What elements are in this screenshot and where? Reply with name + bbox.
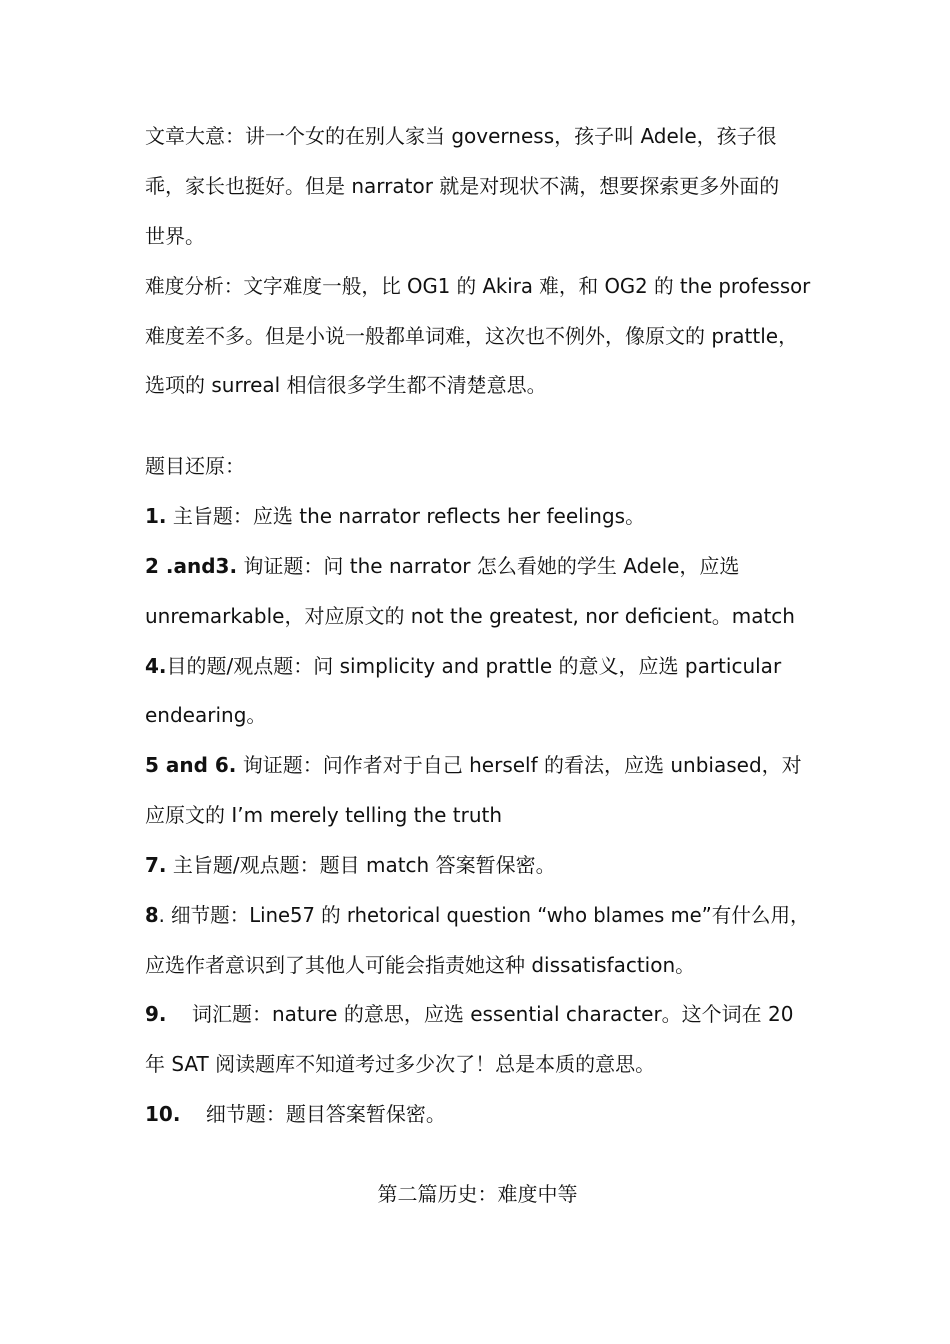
question-text: 询证题：问 the narrator 怎么看她的学生 Adele，应选 [237, 554, 740, 578]
question-item-continuation [145, 701, 266, 729]
question-number: 4. [145, 654, 167, 678]
summary-line-3: 世界。 [145, 224, 205, 248]
summary-line-1: 文章大意：讲一个女的在别人家当 governess，孩子叫 Adele，孩子很 [145, 124, 777, 148]
question-number: 2 .and3. [145, 554, 238, 578]
question-text: 应原文的 I’m merely telling the truth [145, 803, 503, 827]
question-number: 7. [145, 853, 167, 877]
question-text: 询证题：问作者对于自己 herself 的看法，应选 unbiased，对 [236, 753, 802, 777]
question-text: 应选作者意识到了其他人可能会指责她这种 dissatisfaction。 [145, 953, 696, 977]
question-item-continuation [145, 602, 795, 630]
question-text: 目的题/观点题：问 simplicity and prattle 的意义，应选 particular [166, 654, 782, 678]
question-number: 9. [145, 1002, 167, 1026]
summary-line-2: 乖，家长也挺好。但是 narrator 就是对现状不满，想要探索更多外面的 [145, 174, 780, 198]
question-number: 5 and 6. [145, 753, 237, 777]
question-item [145, 851, 556, 879]
question-text: 细节题：题目答案暂保密。 [180, 1102, 446, 1126]
question-text: . 细节题：Line57 的 rhetorical question “who blames me”有什么用， [158, 903, 810, 927]
question-text: endearing。 [145, 703, 267, 727]
questions-heading: 题目还原： [145, 454, 245, 478]
question-text: 词汇题：nature 的意思，应选 essential character。这个词在 20 [166, 1002, 794, 1026]
question-item [145, 652, 781, 680]
question-item [145, 751, 802, 779]
question-text: unremarkable，对应原文的 not the greatest, nor deficient。match [145, 604, 795, 628]
question-number: 8 [145, 903, 159, 927]
question-text: 主旨题：应选 the narrator reflects her feelings。 [166, 504, 646, 528]
section-title: 第二篇历史：难度中等 [377, 1182, 578, 1206]
difficulty-line-2: 难度差不多。但是小说一般都单词难，这次也不例外，像原文的 prattle， [145, 324, 799, 348]
question-item [145, 1000, 793, 1028]
question-number: 1. [145, 504, 167, 528]
difficulty-line-1: 难度分析：文字难度一般，比 OG1 的 Akira 难，和 OG2 的 the professor [145, 274, 811, 298]
question-number: 10. [145, 1102, 181, 1126]
question-item [145, 901, 810, 929]
question-text: 年 SAT 阅读题库不知道考过多少次了！总是本质的意思。 [145, 1052, 656, 1076]
question-item-continuation [145, 1050, 655, 1078]
difficulty-line-3: 选项的 surreal 相信很多学生都不清楚意思。 [145, 373, 547, 397]
question-item [145, 552, 739, 580]
question-item-continuation [145, 801, 502, 829]
question-text: 主旨题/观点题：题目 match 答案暂保密。 [166, 853, 556, 877]
question-item [145, 1100, 446, 1128]
question-item-continuation [145, 951, 695, 979]
question-item [145, 502, 645, 530]
